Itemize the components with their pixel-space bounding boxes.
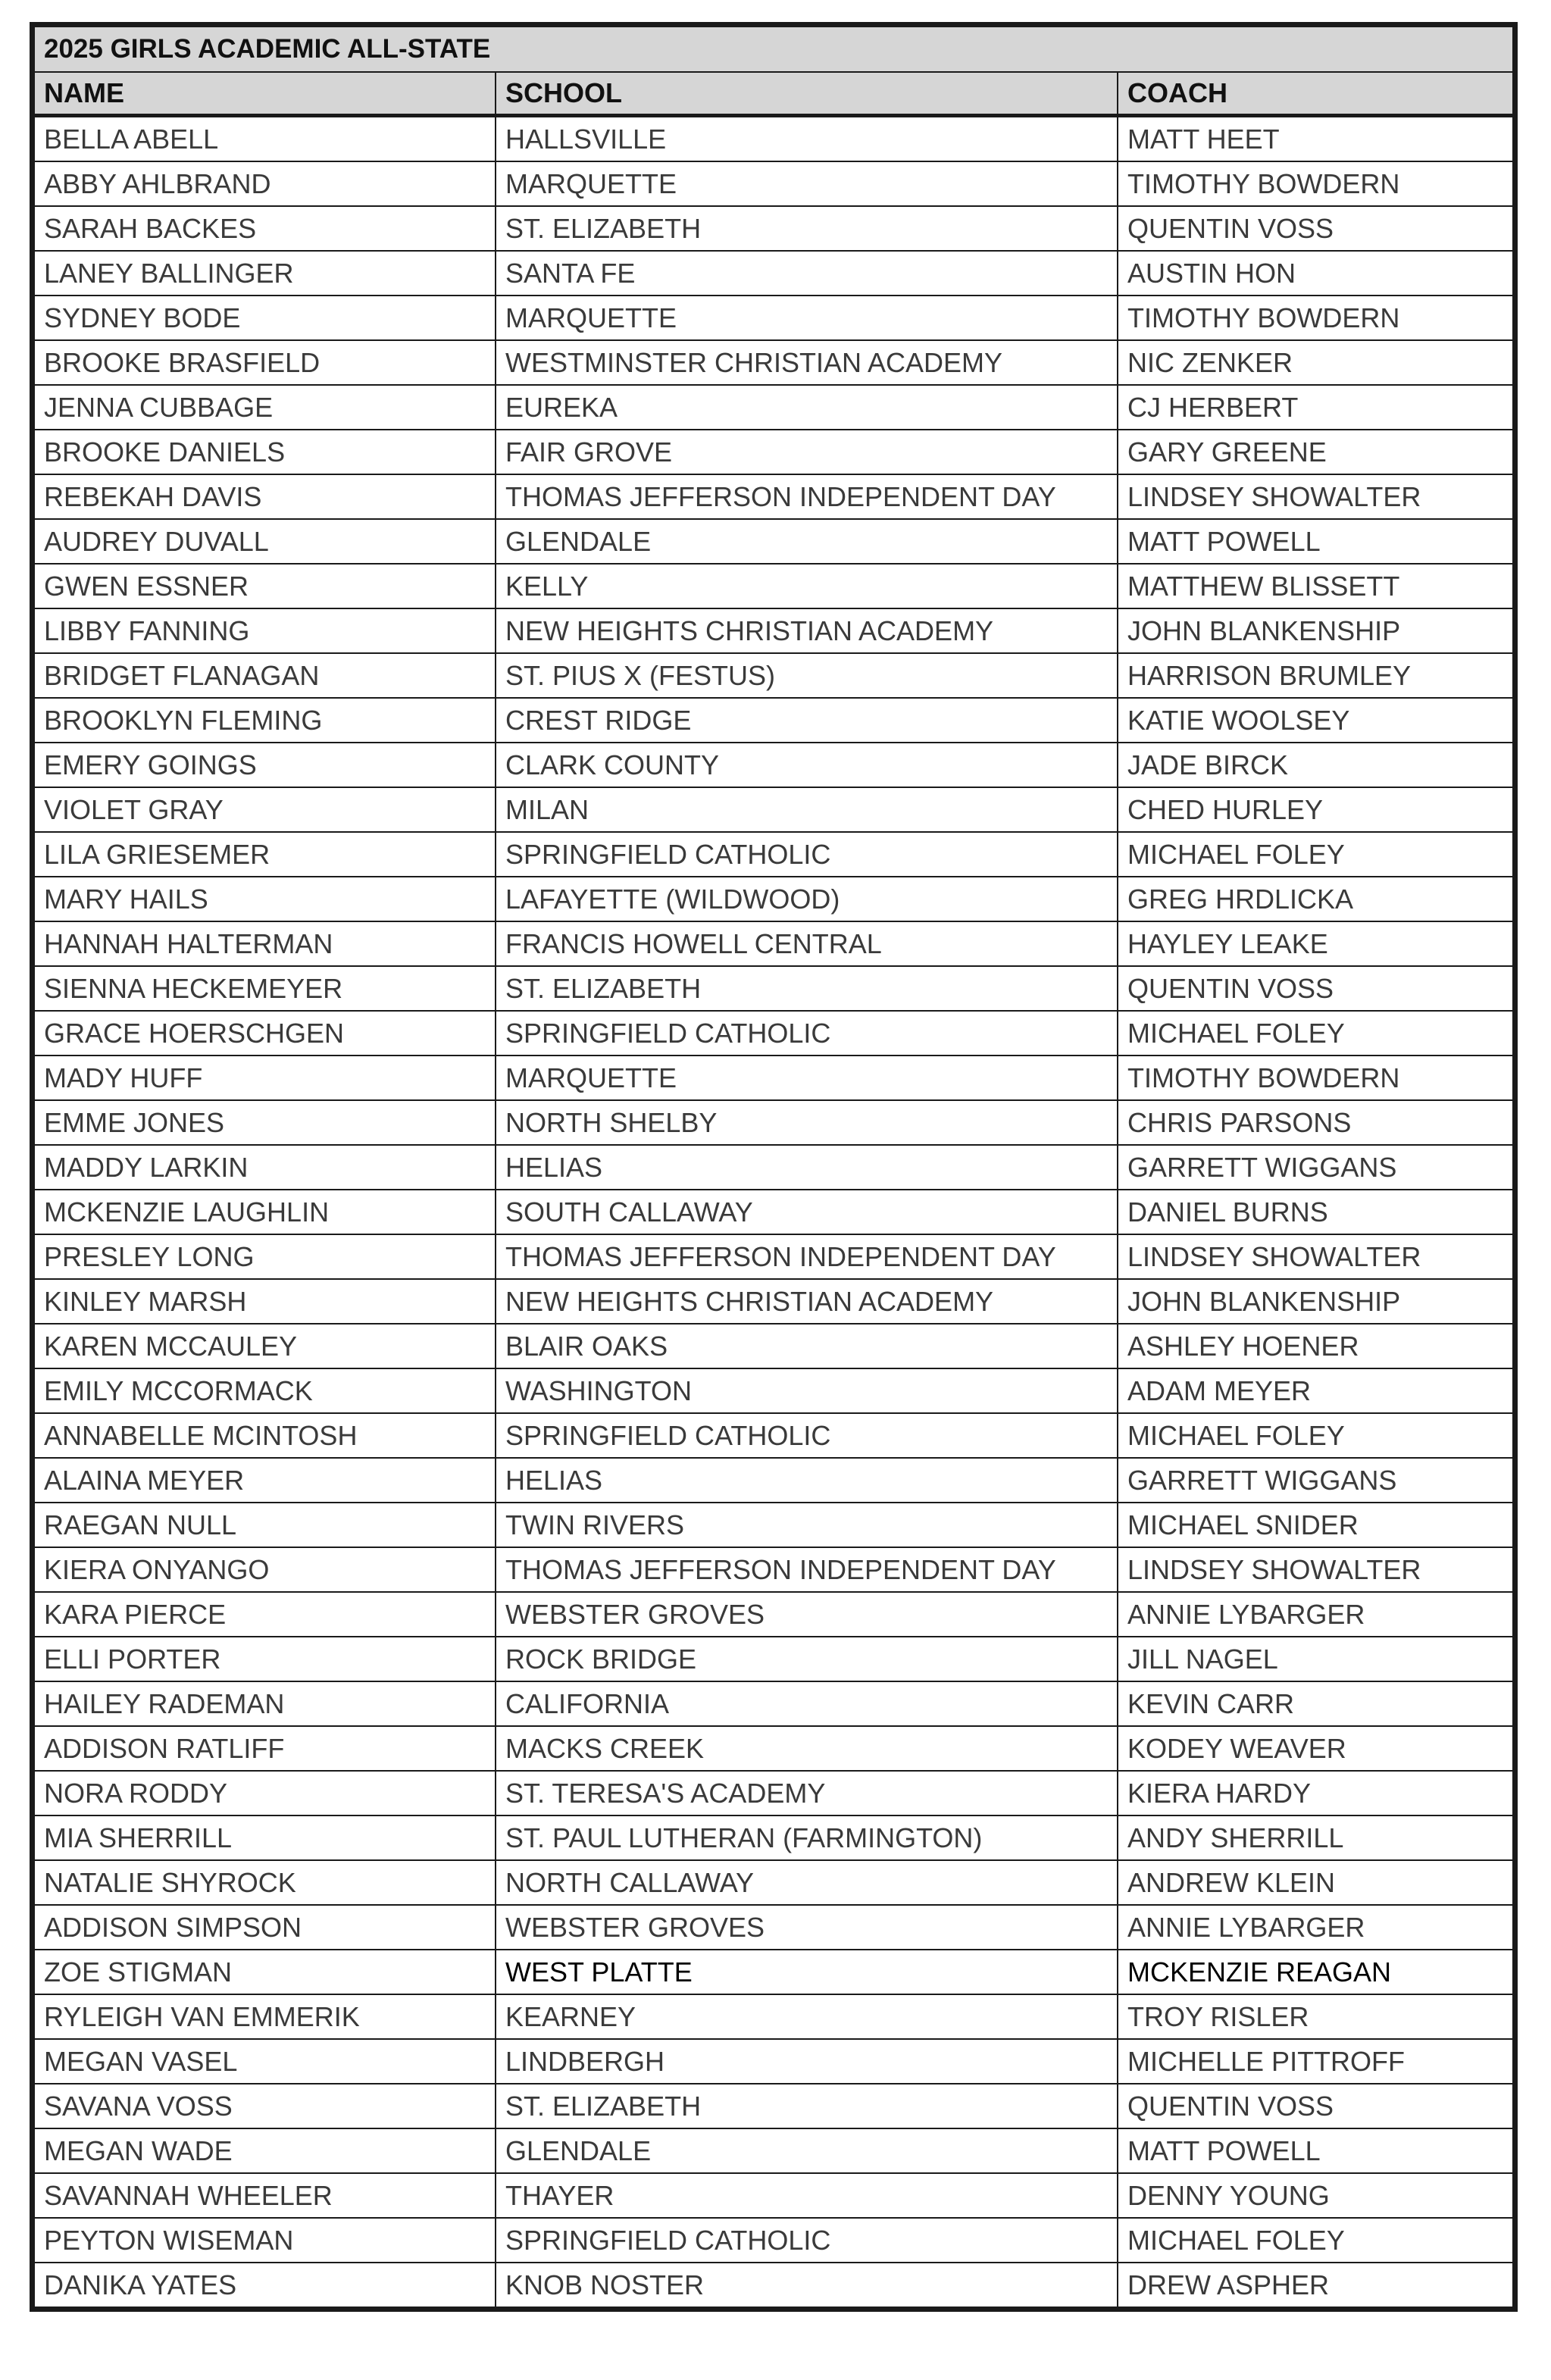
cell-name: MADY HUFF	[34, 1056, 496, 1100]
all-state-table	[33, 26, 1514, 2308]
table-row	[34, 608, 1513, 653]
cell-name: MARY HAILS	[34, 877, 496, 921]
cell-coach: MICHAEL FOLEY	[1118, 1011, 1513, 1056]
table-row	[34, 1413, 1513, 1458]
cell-school: MARQUETTE	[496, 296, 1118, 340]
cell-coach: CHED HURLEY	[1118, 787, 1513, 832]
table-row	[34, 2039, 1513, 2084]
cell-name: GWEN ESSNER	[34, 564, 496, 608]
cell-school: ST. ELIZABETH	[496, 206, 1118, 251]
cell-name: MCKENZIE LAUGHLIN	[34, 1190, 496, 1234]
cell-school: MACKS CREEK	[496, 1726, 1118, 1771]
table-row	[34, 474, 1513, 519]
table-row	[34, 430, 1513, 474]
cell-school: WESTMINSTER CHRISTIAN ACADEMY	[496, 340, 1118, 385]
cell-name: LIBBY FANNING	[34, 608, 496, 653]
cell-school: KNOB NOSTER	[496, 2263, 1118, 2307]
table-row	[34, 698, 1513, 743]
cell-school: ST. ELIZABETH	[496, 966, 1118, 1011]
cell-school: EUREKA	[496, 385, 1118, 430]
cell-name: ANNABELLE MCINTOSH	[34, 1413, 496, 1458]
table-row	[34, 2218, 1513, 2263]
cell-name: SARAH BACKES	[34, 206, 496, 251]
table-title-row	[34, 27, 1513, 72]
cell-name: BROOKE BRASFIELD	[34, 340, 496, 385]
table-row	[34, 1726, 1513, 1771]
cell-coach: MCKENZIE REAGAN	[1118, 1950, 1513, 1994]
cell-name: KINLEY MARSH	[34, 1279, 496, 1324]
table-row	[34, 1100, 1513, 1145]
cell-school: SPRINGFIELD CATHOLIC	[496, 2218, 1118, 2263]
cell-name: NATALIE SHYROCK	[34, 1860, 496, 1905]
cell-school: THAYER	[496, 2173, 1118, 2218]
table-row	[34, 1637, 1513, 1681]
cell-coach: GARY GREENE	[1118, 430, 1513, 474]
cell-school: KEARNEY	[496, 1994, 1118, 2039]
cell-coach: JILL NAGEL	[1118, 1637, 1513, 1681]
cell-coach: HAYLEY LEAKE	[1118, 921, 1513, 966]
table-row	[34, 1368, 1513, 1413]
cell-coach: TIMOTHY BOWDERN	[1118, 296, 1513, 340]
cell-name: SAVANNAH WHEELER	[34, 2173, 496, 2218]
cell-name: KARA PIERCE	[34, 1592, 496, 1637]
cell-coach: ASHLEY HOENER	[1118, 1324, 1513, 1368]
cell-school: SPRINGFIELD CATHOLIC	[496, 1011, 1118, 1056]
cell-name: GRACE HOERSCHGEN	[34, 1011, 496, 1056]
cell-name: LANEY BALLINGER	[34, 251, 496, 296]
cell-name: LILA GRIESEMER	[34, 832, 496, 877]
cell-school: WEBSTER GROVES	[496, 1905, 1118, 1950]
cell-school: SOUTH CALLAWAY	[496, 1190, 1118, 1234]
cell-name: ZOE STIGMAN	[34, 1950, 496, 1994]
cell-school: ST. PAUL LUTHERAN (FARMINGTON)	[496, 1815, 1118, 1860]
cell-coach: ANNIE LYBARGER	[1118, 1592, 1513, 1637]
table-row	[34, 2084, 1513, 2128]
table-row	[34, 1145, 1513, 1190]
table-row	[34, 385, 1513, 430]
table-body	[34, 116, 1513, 2308]
table-row	[34, 206, 1513, 251]
cell-coach: TIMOTHY BOWDERN	[1118, 1056, 1513, 1100]
cell-name: PRESLEY LONG	[34, 1234, 496, 1279]
cell-school: SPRINGFIELD CATHOLIC	[496, 1413, 1118, 1458]
cell-coach: ANNIE LYBARGER	[1118, 1905, 1513, 1950]
cell-coach: ANDREW KLEIN	[1118, 1860, 1513, 1905]
table-row	[34, 1547, 1513, 1592]
table-row	[34, 340, 1513, 385]
table-row	[34, 2173, 1513, 2218]
cell-coach: TROY RISLER	[1118, 1994, 1513, 2039]
cell-coach: ANDY SHERRILL	[1118, 1815, 1513, 1860]
cell-coach: QUENTIN VOSS	[1118, 2084, 1513, 2128]
cell-name: ADDISON RATLIFF	[34, 1726, 496, 1771]
table-row	[34, 653, 1513, 698]
cell-coach: DANIEL BURNS	[1118, 1190, 1513, 1234]
cell-coach: MATT POWELL	[1118, 2128, 1513, 2173]
cell-school: THOMAS JEFFERSON INDEPENDENT DAY	[496, 1547, 1118, 1592]
table-row	[34, 1950, 1513, 1994]
all-state-sheet	[30, 22, 1518, 2312]
cell-coach: MICHELLE PITTROFF	[1118, 2039, 1513, 2084]
table-row	[34, 296, 1513, 340]
cell-coach: QUENTIN VOSS	[1118, 966, 1513, 1011]
cell-coach: ADAM MEYER	[1118, 1368, 1513, 1413]
table-row	[34, 1011, 1513, 1056]
table-row	[34, 1994, 1513, 2039]
cell-coach: JADE BIRCK	[1118, 743, 1513, 787]
table-row	[34, 966, 1513, 1011]
cell-name: EMILY MCCORMACK	[34, 1368, 496, 1413]
cell-school: BLAIR OAKS	[496, 1324, 1118, 1368]
cell-school: NORTH SHELBY	[496, 1100, 1118, 1145]
cell-name: BROOKLYN FLEMING	[34, 698, 496, 743]
cell-name: ALAINA MEYER	[34, 1458, 496, 1503]
table-row	[34, 1681, 1513, 1726]
cell-school: CREST RIDGE	[496, 698, 1118, 743]
table-row	[34, 1771, 1513, 1815]
cell-school: FRANCIS HOWELL CENTRAL	[496, 921, 1118, 966]
cell-coach: NIC ZENKER	[1118, 340, 1513, 385]
cell-school: MILAN	[496, 787, 1118, 832]
cell-name: MADDY LARKIN	[34, 1145, 496, 1190]
cell-school: GLENDALE	[496, 519, 1118, 564]
cell-school: THOMAS JEFFERSON INDEPENDENT DAY	[496, 1234, 1118, 1279]
cell-name: SAVANA VOSS	[34, 2084, 496, 2128]
table-row	[34, 1234, 1513, 1279]
cell-school: WASHINGTON	[496, 1368, 1118, 1413]
cell-name: RYLEIGH VAN EMMERIK	[34, 1994, 496, 2039]
cell-name: REBEKAH DAVIS	[34, 474, 496, 519]
cell-name: HAILEY RADEMAN	[34, 1681, 496, 1726]
cell-name: NORA RODDY	[34, 1771, 496, 1815]
column-header-school: SCHOOL	[496, 72, 1118, 116]
cell-school: MARQUETTE	[496, 161, 1118, 206]
cell-coach: MATT POWELL	[1118, 519, 1513, 564]
cell-name: KIERA ONYANGO	[34, 1547, 496, 1592]
cell-name: MIA SHERRILL	[34, 1815, 496, 1860]
cell-coach: MICHAEL FOLEY	[1118, 2218, 1513, 2263]
cell-coach: GARRETT WIGGANS	[1118, 1458, 1513, 1503]
table-row	[34, 1592, 1513, 1637]
column-header-coach: COACH	[1118, 72, 1513, 116]
cell-name: ELLI PORTER	[34, 1637, 496, 1681]
cell-coach: TIMOTHY BOWDERN	[1118, 161, 1513, 206]
cell-school: HELIAS	[496, 1458, 1118, 1503]
cell-school: NORTH CALLAWAY	[496, 1860, 1118, 1905]
cell-name: ADDISON SIMPSON	[34, 1905, 496, 1950]
cell-name: EMME JONES	[34, 1100, 496, 1145]
cell-school: ROCK BRIDGE	[496, 1637, 1118, 1681]
cell-school: ST. PIUS X (FESTUS)	[496, 653, 1118, 698]
table-row	[34, 116, 1513, 162]
cell-name: VIOLET GRAY	[34, 787, 496, 832]
cell-name: PEYTON WISEMAN	[34, 2218, 496, 2263]
table-row	[34, 1324, 1513, 1368]
table-title: 2025 GIRLS ACADEMIC ALL-STATE	[34, 27, 1513, 72]
cell-coach: KEVIN CARR	[1118, 1681, 1513, 1726]
cell-coach: JOHN BLANKENSHIP	[1118, 1279, 1513, 1324]
cell-name: ABBY AHLBRAND	[34, 161, 496, 206]
cell-name: MEGAN VASEL	[34, 2039, 496, 2084]
cell-coach: LINDSEY SHOWALTER	[1118, 1234, 1513, 1279]
table-row	[34, 1905, 1513, 1950]
table-row	[34, 519, 1513, 564]
cell-school: KELLY	[496, 564, 1118, 608]
cell-name: AUDREY DUVALL	[34, 519, 496, 564]
cell-name: KAREN MCCAULEY	[34, 1324, 496, 1368]
table-row	[34, 2128, 1513, 2173]
cell-coach: DREW ASPHER	[1118, 2263, 1513, 2307]
cell-coach: KATIE WOOLSEY	[1118, 698, 1513, 743]
cell-coach: CJ HERBERT	[1118, 385, 1513, 430]
cell-school: LAFAYETTE (WILDWOOD)	[496, 877, 1118, 921]
cell-coach: MICHAEL SNIDER	[1118, 1503, 1513, 1547]
cell-name: HANNAH HALTERMAN	[34, 921, 496, 966]
cell-school: MARQUETTE	[496, 1056, 1118, 1100]
cell-name: SYDNEY BODE	[34, 296, 496, 340]
table-row	[34, 1190, 1513, 1234]
cell-school: SPRINGFIELD CATHOLIC	[496, 832, 1118, 877]
table-row	[34, 1056, 1513, 1100]
cell-coach: LINDSEY SHOWALTER	[1118, 474, 1513, 519]
cell-school: THOMAS JEFFERSON INDEPENDENT DAY	[496, 474, 1118, 519]
cell-school: WEBSTER GROVES	[496, 1592, 1118, 1637]
cell-name: DANIKA YATES	[34, 2263, 496, 2307]
cell-coach: MATTHEW BLISSETT	[1118, 564, 1513, 608]
cell-coach: KODEY WEAVER	[1118, 1726, 1513, 1771]
table-row	[34, 2263, 1513, 2307]
cell-name: MEGAN WADE	[34, 2128, 496, 2173]
table-row	[34, 1279, 1513, 1324]
cell-coach: GARRETT WIGGANS	[1118, 1145, 1513, 1190]
cell-school: WEST PLATTE	[496, 1950, 1118, 1994]
table-row	[34, 161, 1513, 206]
cell-name: SIENNA HECKEMEYER	[34, 966, 496, 1011]
cell-name: EMERY GOINGS	[34, 743, 496, 787]
cell-school: ST. ELIZABETH	[496, 2084, 1118, 2128]
table-row	[34, 1503, 1513, 1547]
cell-coach: KIERA HARDY	[1118, 1771, 1513, 1815]
cell-coach: AUSTIN HON	[1118, 251, 1513, 296]
cell-coach: MATT HEET	[1118, 116, 1513, 162]
cell-name: JENNA CUBBAGE	[34, 385, 496, 430]
cell-coach: HARRISON BRUMLEY	[1118, 653, 1513, 698]
cell-name: BRIDGET FLANAGAN	[34, 653, 496, 698]
cell-coach: CHRIS PARSONS	[1118, 1100, 1513, 1145]
cell-name: BROOKE DANIELS	[34, 430, 496, 474]
cell-coach: DENNY YOUNG	[1118, 2173, 1513, 2218]
table-row	[34, 1860, 1513, 1905]
cell-school: HALLSVILLE	[496, 116, 1118, 162]
cell-school: NEW HEIGHTS CHRISTIAN ACADEMY	[496, 608, 1118, 653]
cell-coach: MICHAEL FOLEY	[1118, 832, 1513, 877]
table-row	[34, 1458, 1513, 1503]
cell-school: CALIFORNIA	[496, 1681, 1118, 1726]
table-row	[34, 564, 1513, 608]
table-row	[34, 251, 1513, 296]
cell-school: TWIN RIVERS	[496, 1503, 1118, 1547]
cell-school: FAIR GROVE	[496, 430, 1118, 474]
table-row	[34, 832, 1513, 877]
table-row	[34, 1815, 1513, 1860]
cell-coach: JOHN BLANKENSHIP	[1118, 608, 1513, 653]
cell-school: LINDBERGH	[496, 2039, 1118, 2084]
cell-school: GLENDALE	[496, 2128, 1118, 2173]
cell-coach: LINDSEY SHOWALTER	[1118, 1547, 1513, 1592]
cell-school: NEW HEIGHTS CHRISTIAN ACADEMY	[496, 1279, 1118, 1324]
table-row	[34, 921, 1513, 966]
cell-coach: QUENTIN VOSS	[1118, 206, 1513, 251]
column-header-name: NAME	[34, 72, 496, 116]
table-header-row	[34, 72, 1513, 116]
cell-name: RAEGAN NULL	[34, 1503, 496, 1547]
table-row	[34, 743, 1513, 787]
cell-coach: GREG HRDLICKA	[1118, 877, 1513, 921]
cell-name: BELLA ABELL	[34, 116, 496, 162]
cell-school: HELIAS	[496, 1145, 1118, 1190]
table-row	[34, 877, 1513, 921]
table-row	[34, 787, 1513, 832]
cell-coach: MICHAEL FOLEY	[1118, 1413, 1513, 1458]
cell-school: CLARK COUNTY	[496, 743, 1118, 787]
cell-school: ST. TERESA'S ACADEMY	[496, 1771, 1118, 1815]
cell-school: SANTA FE	[496, 251, 1118, 296]
